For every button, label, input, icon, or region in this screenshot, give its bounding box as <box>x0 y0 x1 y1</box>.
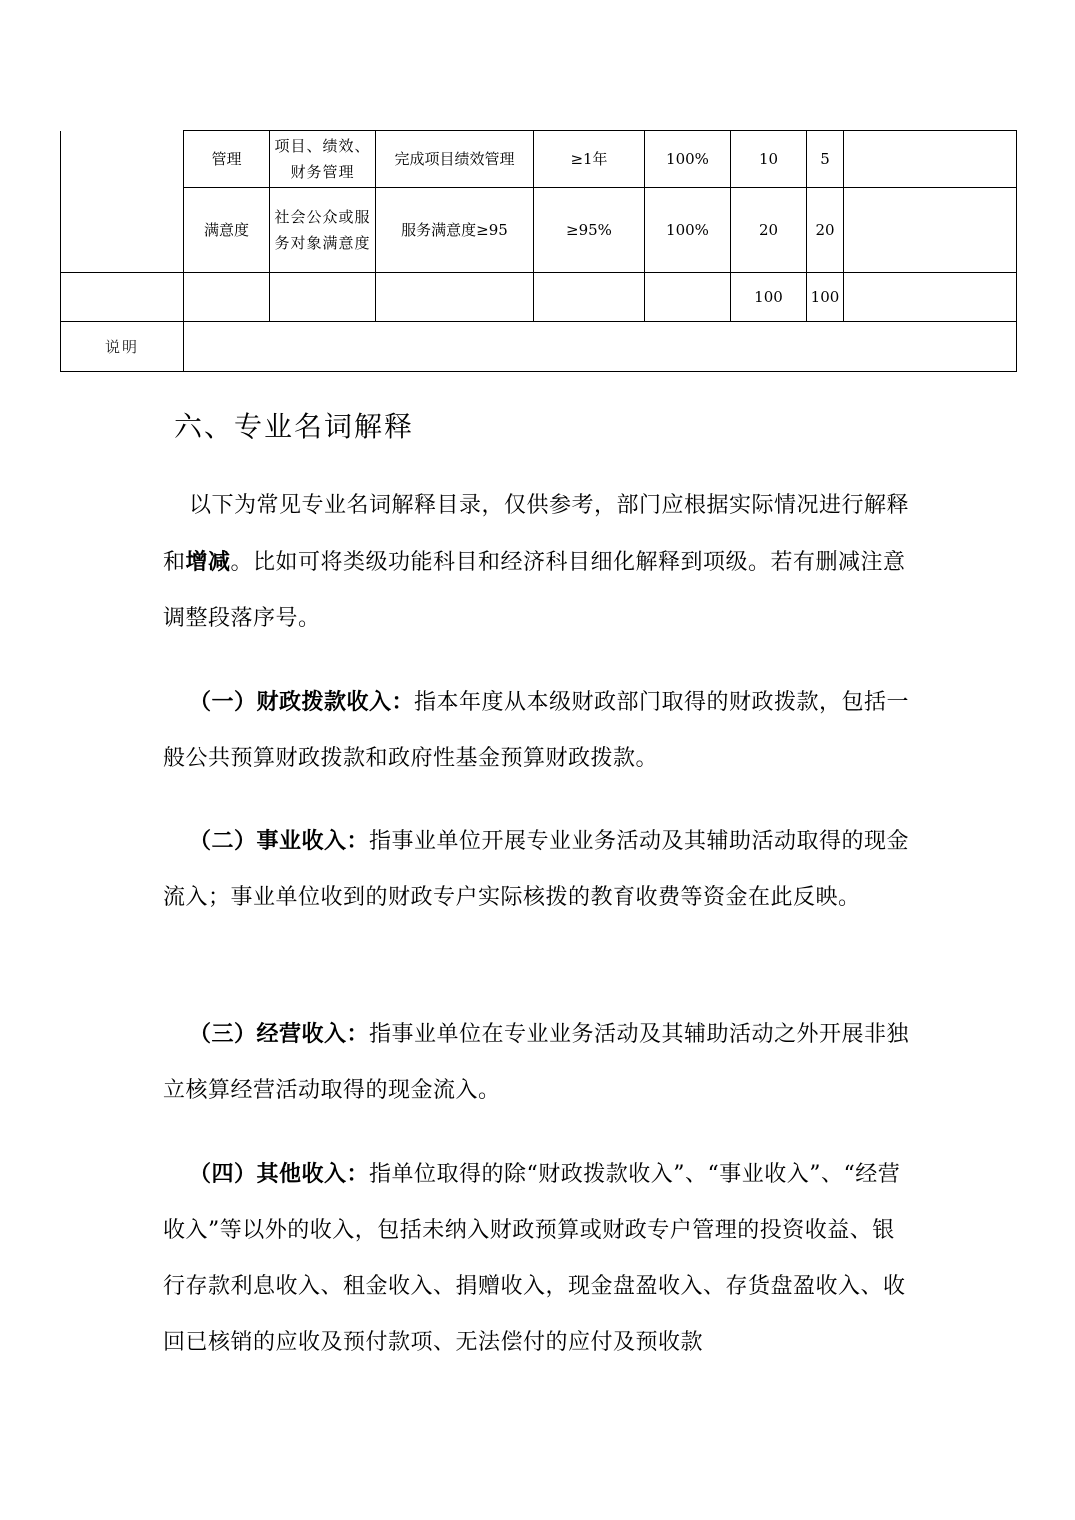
table-cell-total-weight: 100 <box>731 273 807 322</box>
intro-paragraph <box>163 478 915 647</box>
table-cell-indicator-l3: 项目、绩效、财务管理 <box>270 131 376 188</box>
term-paragraph <box>163 1006 915 1119</box>
term-label: （四）其他收入： <box>189 1161 370 1187</box>
term-label: （二）事业收入： <box>189 828 370 854</box>
table-cell-remark <box>844 188 1017 273</box>
intro-text: 。比如可将类级功能科目和经济科目细化解释到项级。若有删减注意调整段落序号。 <box>163 550 906 631</box>
table-cell-empty <box>61 273 184 322</box>
table-cell-empty <box>184 273 270 322</box>
table-cell-actual: 100% <box>645 131 731 188</box>
table-cell-remark <box>844 131 1017 188</box>
table-cell-planned: ≥1年 <box>534 131 645 188</box>
section-title: 六、专业名词解释 <box>174 410 415 443</box>
table-cell-planned: ≥95% <box>534 188 645 273</box>
table-cell-empty <box>844 273 1017 322</box>
term-definition: 指事业单位在专业业务活动及其辅助活动之外开展非独立核算经营活动取得的现金流入。 <box>163 1022 910 1103</box>
table-cell-category <box>61 131 184 273</box>
table-cell-empty <box>270 273 376 322</box>
term-label: （一）财政拨款收入： <box>189 689 415 715</box>
table-cell-note-label: 说明 <box>61 322 184 372</box>
table-cell-indicator-l3: 社会公众或服务对象满意度 <box>270 188 376 273</box>
table-cell-indicator-l2: 管理 <box>184 131 270 188</box>
table-row-total <box>61 273 1017 322</box>
table-row-note <box>61 322 1017 372</box>
table-row <box>61 188 1017 273</box>
table-cell-empty <box>534 273 645 322</box>
term-definition: 指事业单位开展专业业务活动及其辅助活动取得的现金流入；事业单位收到的财政专户实际核拨的教育收费等资金在此反映。 <box>163 829 910 910</box>
intro-bold-text: 增减 <box>185 549 231 575</box>
table-cell-score: 20 <box>807 188 844 273</box>
term-paragraph <box>163 674 915 787</box>
table-cell-weight: 20 <box>731 188 807 273</box>
table-cell-target: 服务满意度≥95 <box>376 188 534 273</box>
table-cell-weight: 10 <box>731 131 807 188</box>
term-paragraph <box>163 813 915 926</box>
table-cell-note-value <box>184 322 1017 372</box>
table-cell-score: 5 <box>807 131 844 188</box>
term-label: （三）经营收入： <box>189 1021 370 1047</box>
table-row <box>61 131 1017 188</box>
table-cell-indicator-l2: 满意度 <box>184 188 270 273</box>
table-cell-target: 完成项目绩效管理 <box>376 131 534 188</box>
intro-text: 以下为常见专业名词解释目录，仅供参考，部门应根据实际情况进行解释和 <box>163 493 910 575</box>
table-cell-total-score: 100 <box>807 273 844 322</box>
table-cell-empty <box>376 273 534 322</box>
performance-table <box>60 130 1017 372</box>
term-paragraph <box>163 1146 915 1371</box>
table-cell-actual: 100% <box>645 188 731 273</box>
term-definition: 指单位取得的除“财政拨款收入”、“事业收入”、“经营收入”等以外的收入，包括未纳入财政预算或财政专户管理的投资收益、银行存款利息收入、租金收入、捐赠收入，现金盘盈收入、存货盘盈收入、收回已核销的应收及预付款项、无法偿付的应付及预收款 <box>163 1162 906 1355</box>
table-cell-empty <box>645 273 731 322</box>
term-definition: 指本年度从本级财政部门取得的财政拨款，包括一般公共预算财政拨款和政府性基金预算财政拨款。 <box>163 690 910 771</box>
